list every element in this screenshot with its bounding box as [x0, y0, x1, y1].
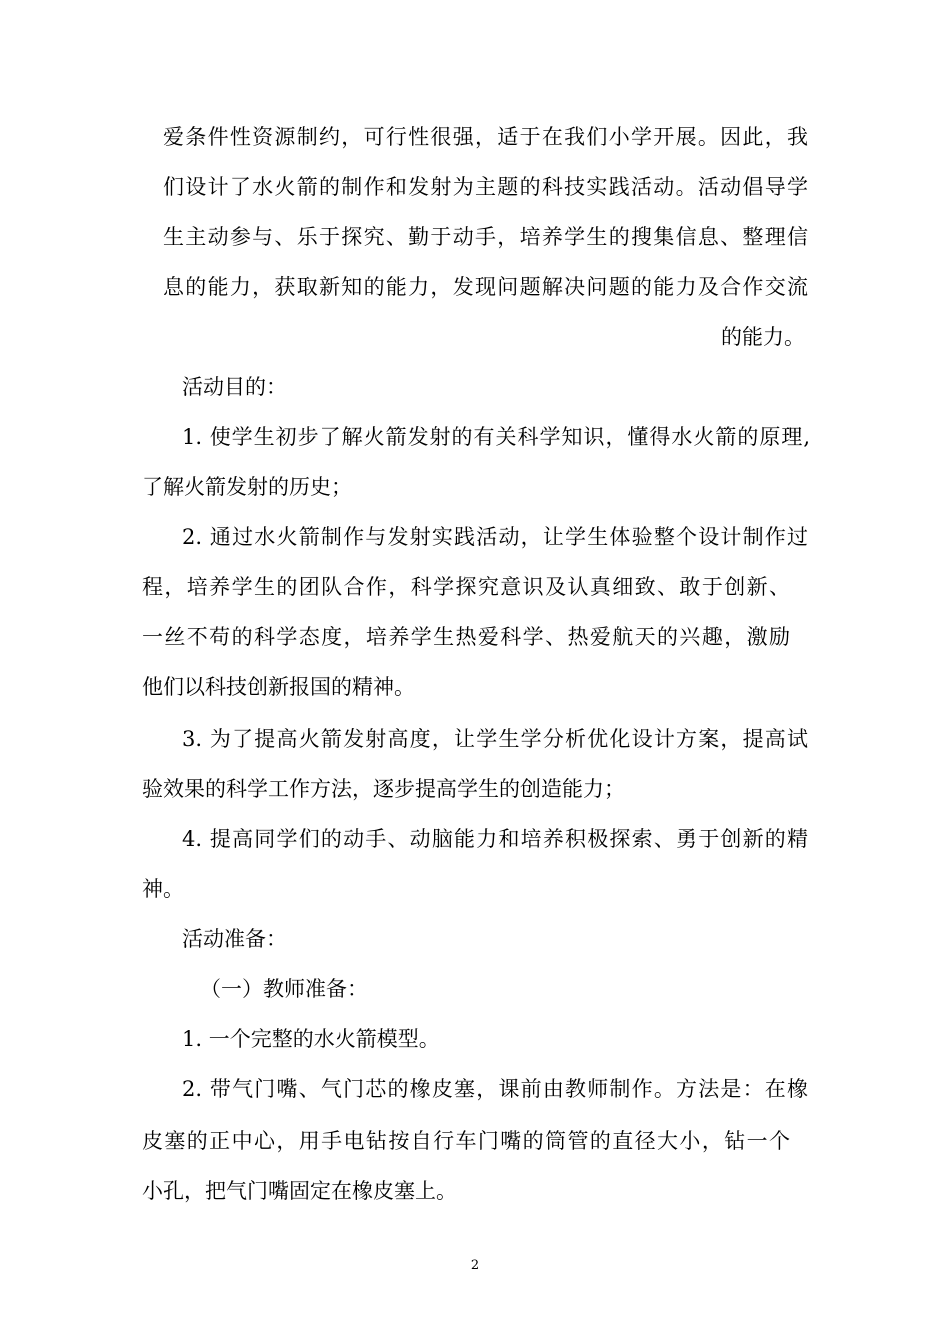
preparation-item-1: 1. 一个完整的水火箭模型。 [182, 1027, 440, 1051]
objective-3-line-2: 验效果的科学工作方法，逐步提高学生的创造能力； [142, 777, 625, 801]
teacher-preparation-subheading: （一）教师准备： [200, 977, 368, 1001]
objective-2-line-3: 一丝不苟的科学态度，培养学生热爱科学、热爱航天的兴趣，激励 [142, 625, 790, 649]
intro-line-3: 生主动参与、乐于探究、勤于动手，培养学生的搜集信息、整理信 [163, 225, 808, 249]
objective-1-line-2: 了解火箭发射的历史； [142, 475, 352, 499]
preparation-item-2-line-3: 小孔，把气门嘴固定在橡皮塞上。 [142, 1179, 457, 1203]
objective-2-line-4: 他们以科技创新报国的精神。 [142, 675, 415, 699]
preparation-heading: 活动准备： [182, 927, 287, 951]
intro-line-2: 们设计了水火箭的制作和发射为主题的科技实践活动。活动倡导学 [163, 175, 808, 199]
objective-2-line-2: 程，培养学生的团队合作，科学探究意识及认真细致、敢于创新、 [142, 575, 790, 599]
preparation-item-2-line-1: 2. 带气门嘴、气门芯的橡皮塞，课前由教师制作。方法是：在橡 [182, 1077, 808, 1101]
objective-2-line-1: 2. 通过水火箭制作与发射实践活动，让学生体验整个设计制作过 [182, 525, 808, 549]
objective-4-line-2: 神。 [142, 877, 184, 901]
preparation-item-2-line-2: 皮塞的正中心，用手电钻按自行车门嘴的筒管的直径大小，钻一个 [142, 1129, 790, 1153]
page-number: 2 [470, 1258, 480, 1273]
intro-line-1: 爱条件性资源制约，可行性很强，适于在我们小学开展。因此，我 [163, 125, 808, 149]
objective-3-line-1: 3. 为了提高火箭发射高度，让学生学分析优化设计方案，提高试 [182, 727, 808, 751]
objective-1-line-1: 1. 使学生初步了解火箭发射的有关科学知识，懂得水火箭的原理, [182, 425, 810, 449]
intro-line-5: 的能力。 [721, 325, 805, 349]
intro-line-4: 息的能力，获取新知的能力，发现问题解决问题的能力及合作交流 [163, 275, 808, 299]
objective-4-line-1: 4. 提高同学们的动手、动脑能力和培养积极探索、勇于创新的精 [182, 827, 808, 851]
objectives-heading: 活动目的： [182, 375, 287, 399]
